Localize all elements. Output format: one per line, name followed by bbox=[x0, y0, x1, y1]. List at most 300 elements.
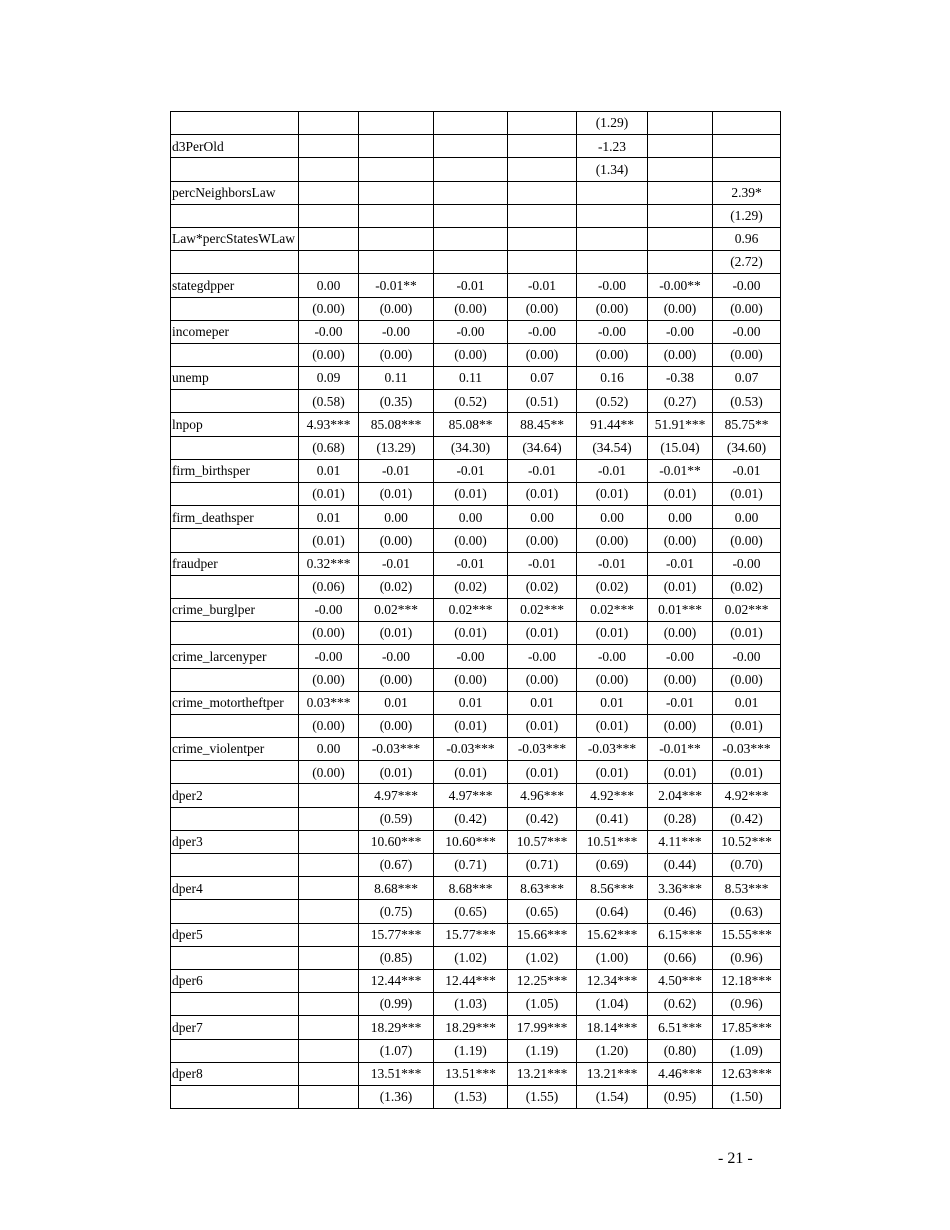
value-cell bbox=[299, 900, 359, 923]
value-cell: 4.97*** bbox=[434, 784, 508, 807]
value-cell: (0.01) bbox=[648, 575, 713, 598]
value-cell bbox=[508, 251, 577, 274]
value-cell: (0.01) bbox=[359, 622, 434, 645]
value-cell: (0.65) bbox=[508, 900, 577, 923]
value-cell: 0.00 bbox=[434, 506, 508, 529]
value-cell: (0.00) bbox=[359, 668, 434, 691]
value-cell: -0.01 bbox=[577, 552, 648, 575]
value-cell: -0.01 bbox=[434, 459, 508, 482]
value-cell: -0.01** bbox=[648, 738, 713, 761]
value-cell: (0.00) bbox=[434, 668, 508, 691]
row-label-cell: crime_larcenyper bbox=[171, 645, 299, 668]
value-cell: (0.01) bbox=[648, 761, 713, 784]
value-cell: -0.01 bbox=[434, 552, 508, 575]
row-label-cell bbox=[171, 993, 299, 1016]
value-cell: (0.01) bbox=[713, 714, 781, 737]
value-cell: (0.52) bbox=[577, 390, 648, 413]
row-label-cell: incomeper bbox=[171, 320, 299, 343]
value-cell: (0.01) bbox=[508, 714, 577, 737]
value-cell: (0.01) bbox=[434, 483, 508, 506]
value-cell: (1.04) bbox=[577, 993, 648, 1016]
value-cell: 51.91*** bbox=[648, 413, 713, 436]
value-cell: 8.63*** bbox=[508, 877, 577, 900]
value-cell: (0.01) bbox=[299, 483, 359, 506]
value-cell: 0.00 bbox=[299, 274, 359, 297]
value-cell: 10.60*** bbox=[359, 830, 434, 853]
row-label-cell: dper5 bbox=[171, 923, 299, 946]
value-cell: (34.60) bbox=[713, 436, 781, 459]
row-label-cell bbox=[171, 1039, 299, 1062]
value-cell bbox=[359, 181, 434, 204]
table-row bbox=[171, 343, 781, 366]
value-cell: (0.99) bbox=[359, 993, 434, 1016]
value-cell: (1.55) bbox=[508, 1085, 577, 1108]
row-label-cell bbox=[171, 436, 299, 459]
table-row bbox=[171, 158, 781, 181]
value-cell: 18.14*** bbox=[577, 1016, 648, 1039]
row-label-cell: lnpop bbox=[171, 413, 299, 436]
value-cell: (0.00) bbox=[508, 343, 577, 366]
value-cell bbox=[299, 877, 359, 900]
row-label-cell: fraudper bbox=[171, 552, 299, 575]
table-row bbox=[171, 529, 781, 552]
value-cell bbox=[299, 993, 359, 1016]
value-cell: -0.01 bbox=[508, 274, 577, 297]
value-cell bbox=[434, 158, 508, 181]
table-row bbox=[171, 854, 781, 877]
value-cell: 12.44*** bbox=[434, 969, 508, 992]
value-cell bbox=[299, 181, 359, 204]
value-cell: (0.00) bbox=[508, 529, 577, 552]
row-label-cell bbox=[171, 900, 299, 923]
value-cell bbox=[648, 227, 713, 250]
value-cell: (0.00) bbox=[299, 297, 359, 320]
value-cell bbox=[299, 784, 359, 807]
row-label-cell bbox=[171, 297, 299, 320]
value-cell: 13.51*** bbox=[359, 1062, 434, 1085]
table-row bbox=[171, 691, 781, 714]
value-cell bbox=[508, 227, 577, 250]
value-cell: 0.01 bbox=[359, 691, 434, 714]
value-cell: (0.01) bbox=[359, 483, 434, 506]
value-cell: (0.35) bbox=[359, 390, 434, 413]
row-label-cell: dper4 bbox=[171, 877, 299, 900]
row-label-cell: dper2 bbox=[171, 784, 299, 807]
value-cell: -0.03*** bbox=[434, 738, 508, 761]
value-cell: 15.66*** bbox=[508, 923, 577, 946]
table-row bbox=[171, 251, 781, 274]
value-cell: -0.00 bbox=[713, 645, 781, 668]
row-label-cell bbox=[171, 112, 299, 135]
value-cell: (0.00) bbox=[648, 529, 713, 552]
value-cell: 2.39* bbox=[713, 181, 781, 204]
value-cell: -0.01 bbox=[359, 459, 434, 482]
value-cell: (0.01) bbox=[434, 761, 508, 784]
row-label-cell bbox=[171, 390, 299, 413]
table-row bbox=[171, 320, 781, 343]
value-cell: 0.00 bbox=[359, 506, 434, 529]
value-cell bbox=[648, 204, 713, 227]
value-cell bbox=[299, 135, 359, 158]
value-cell bbox=[508, 158, 577, 181]
value-cell bbox=[577, 251, 648, 274]
value-cell: (1.03) bbox=[434, 993, 508, 1016]
table-row bbox=[171, 552, 781, 575]
value-cell: (0.00) bbox=[648, 668, 713, 691]
value-cell: 4.97*** bbox=[359, 784, 434, 807]
value-cell: -0.00 bbox=[359, 320, 434, 343]
value-cell bbox=[577, 204, 648, 227]
value-cell: (0.96) bbox=[713, 946, 781, 969]
value-cell: (34.54) bbox=[577, 436, 648, 459]
value-cell: (0.96) bbox=[713, 993, 781, 1016]
value-cell: (34.30) bbox=[434, 436, 508, 459]
value-cell: (0.00) bbox=[434, 297, 508, 320]
value-cell: 17.99*** bbox=[508, 1016, 577, 1039]
value-cell: (0.85) bbox=[359, 946, 434, 969]
table-row bbox=[171, 761, 781, 784]
value-cell: 4.92*** bbox=[577, 784, 648, 807]
row-label-cell bbox=[171, 343, 299, 366]
value-cell: 0.96 bbox=[713, 227, 781, 250]
value-cell: (0.01) bbox=[434, 622, 508, 645]
value-cell: 15.77*** bbox=[434, 923, 508, 946]
table-row bbox=[171, 135, 781, 158]
table-row bbox=[171, 413, 781, 436]
value-cell: 10.60*** bbox=[434, 830, 508, 853]
value-cell: 15.55*** bbox=[713, 923, 781, 946]
value-cell bbox=[713, 135, 781, 158]
value-cell bbox=[359, 112, 434, 135]
row-label-cell: dper6 bbox=[171, 969, 299, 992]
value-cell: -0.01 bbox=[577, 459, 648, 482]
row-label-cell: Law*percStatesWLaw bbox=[171, 227, 299, 250]
value-cell: -0.00 bbox=[434, 320, 508, 343]
value-cell: -0.01 bbox=[359, 552, 434, 575]
row-label-cell bbox=[171, 1085, 299, 1108]
value-cell: (1.50) bbox=[713, 1085, 781, 1108]
value-cell: (0.02) bbox=[508, 575, 577, 598]
value-cell: -0.03*** bbox=[508, 738, 577, 761]
value-cell: 0.00 bbox=[577, 506, 648, 529]
value-cell: 0.01 bbox=[299, 459, 359, 482]
value-cell bbox=[434, 181, 508, 204]
row-label-cell bbox=[171, 807, 299, 830]
value-cell: -0.03*** bbox=[577, 738, 648, 761]
table-row bbox=[171, 807, 781, 830]
table-row bbox=[171, 1039, 781, 1062]
value-cell: (0.71) bbox=[434, 854, 508, 877]
value-cell: 85.75** bbox=[713, 413, 781, 436]
value-cell: 0.11 bbox=[359, 367, 434, 390]
value-cell: 8.68*** bbox=[359, 877, 434, 900]
row-label-cell bbox=[171, 158, 299, 181]
value-cell: 6.15*** bbox=[648, 923, 713, 946]
value-cell: (15.04) bbox=[648, 436, 713, 459]
value-cell: 10.57*** bbox=[508, 830, 577, 853]
value-cell: (0.68) bbox=[299, 436, 359, 459]
value-cell bbox=[508, 112, 577, 135]
value-cell: 0.02*** bbox=[713, 598, 781, 621]
value-cell: 0.01 bbox=[434, 691, 508, 714]
value-cell: (0.00) bbox=[299, 714, 359, 737]
value-cell: -0.00 bbox=[359, 645, 434, 668]
value-cell: (1.02) bbox=[508, 946, 577, 969]
row-label-cell: crime_motortheftper bbox=[171, 691, 299, 714]
value-cell bbox=[577, 181, 648, 204]
value-cell: 4.11*** bbox=[648, 830, 713, 853]
value-cell: (0.01) bbox=[577, 483, 648, 506]
value-cell: (0.00) bbox=[713, 529, 781, 552]
value-cell: (0.67) bbox=[359, 854, 434, 877]
value-cell bbox=[299, 158, 359, 181]
value-cell: -0.00 bbox=[648, 320, 713, 343]
value-cell: (1.29) bbox=[577, 112, 648, 135]
table-row bbox=[171, 784, 781, 807]
value-cell: 4.46*** bbox=[648, 1062, 713, 1085]
row-label-cell bbox=[171, 854, 299, 877]
value-cell: 10.52*** bbox=[713, 830, 781, 853]
table-body bbox=[171, 112, 781, 1109]
row-label-cell bbox=[171, 575, 299, 598]
value-cell: 10.51*** bbox=[577, 830, 648, 853]
value-cell: (0.00) bbox=[359, 714, 434, 737]
value-cell: 12.34*** bbox=[577, 969, 648, 992]
value-cell bbox=[434, 251, 508, 274]
value-cell: (1.20) bbox=[577, 1039, 648, 1062]
value-cell: -0.00 bbox=[299, 598, 359, 621]
table-row bbox=[171, 181, 781, 204]
value-cell: (1.53) bbox=[434, 1085, 508, 1108]
value-cell: 13.21*** bbox=[577, 1062, 648, 1085]
value-cell: -0.01 bbox=[434, 274, 508, 297]
value-cell: 91.44** bbox=[577, 413, 648, 436]
value-cell: 85.08*** bbox=[359, 413, 434, 436]
value-cell: (0.00) bbox=[713, 297, 781, 320]
table-row bbox=[171, 274, 781, 297]
value-cell: (34.64) bbox=[508, 436, 577, 459]
value-cell: (0.65) bbox=[434, 900, 508, 923]
value-cell: (0.27) bbox=[648, 390, 713, 413]
value-cell: (0.00) bbox=[577, 529, 648, 552]
row-label-cell bbox=[171, 622, 299, 645]
value-cell: 0.00 bbox=[508, 506, 577, 529]
value-cell: -0.00 bbox=[508, 320, 577, 343]
value-cell: (0.42) bbox=[434, 807, 508, 830]
value-cell: (0.00) bbox=[508, 668, 577, 691]
value-cell bbox=[299, 1039, 359, 1062]
table-row bbox=[171, 436, 781, 459]
value-cell: (1.36) bbox=[359, 1085, 434, 1108]
value-cell: (0.00) bbox=[299, 343, 359, 366]
value-cell: -0.01 bbox=[508, 552, 577, 575]
value-cell: (0.64) bbox=[577, 900, 648, 923]
value-cell: (0.00) bbox=[648, 343, 713, 366]
value-cell: (1.19) bbox=[508, 1039, 577, 1062]
value-cell: 8.56*** bbox=[577, 877, 648, 900]
value-cell: (0.01) bbox=[713, 761, 781, 784]
value-cell: 0.07 bbox=[508, 367, 577, 390]
value-cell bbox=[299, 1085, 359, 1108]
value-cell: 0.01 bbox=[577, 691, 648, 714]
value-cell: (0.95) bbox=[648, 1085, 713, 1108]
value-cell: (0.00) bbox=[648, 297, 713, 320]
value-cell: (1.02) bbox=[434, 946, 508, 969]
value-cell: 18.29*** bbox=[434, 1016, 508, 1039]
value-cell: (0.00) bbox=[299, 668, 359, 691]
row-label-cell: crime_burglper bbox=[171, 598, 299, 621]
value-cell bbox=[359, 135, 434, 158]
value-cell bbox=[359, 158, 434, 181]
value-cell: -0.00 bbox=[508, 645, 577, 668]
value-cell: (0.52) bbox=[434, 390, 508, 413]
value-cell: (0.01) bbox=[508, 622, 577, 645]
value-cell: (2.72) bbox=[713, 251, 781, 274]
row-label-cell: firm_birthsper bbox=[171, 459, 299, 482]
row-label-cell: crime_violentper bbox=[171, 738, 299, 761]
value-cell: 0.02*** bbox=[359, 598, 434, 621]
row-label-cell: d3PerOld bbox=[171, 135, 299, 158]
table-row bbox=[171, 645, 781, 668]
value-cell: (13.29) bbox=[359, 436, 434, 459]
table-row bbox=[171, 1016, 781, 1039]
value-cell: -0.01 bbox=[648, 691, 713, 714]
value-cell: -0.00 bbox=[648, 645, 713, 668]
table-row bbox=[171, 1085, 781, 1108]
value-cell: 85.08** bbox=[434, 413, 508, 436]
row-label-cell: percNeighborsLaw bbox=[171, 181, 299, 204]
value-cell: -0.00 bbox=[713, 274, 781, 297]
value-cell: (0.70) bbox=[713, 854, 781, 877]
table-row bbox=[171, 830, 781, 853]
value-cell: (0.01) bbox=[508, 483, 577, 506]
value-cell: (0.01) bbox=[713, 483, 781, 506]
value-cell bbox=[713, 112, 781, 135]
value-cell bbox=[299, 830, 359, 853]
page-number: - 21 - bbox=[718, 1150, 753, 1167]
value-cell: 3.36*** bbox=[648, 877, 713, 900]
table-row bbox=[171, 204, 781, 227]
value-cell: -1.23 bbox=[577, 135, 648, 158]
row-label-cell: stategdpper bbox=[171, 274, 299, 297]
value-cell: -0.00 bbox=[577, 645, 648, 668]
value-cell: (1.29) bbox=[713, 204, 781, 227]
value-cell bbox=[299, 251, 359, 274]
row-label-cell: firm_deathsper bbox=[171, 506, 299, 529]
value-cell: -0.00 bbox=[577, 274, 648, 297]
value-cell bbox=[299, 946, 359, 969]
row-label-cell bbox=[171, 761, 299, 784]
value-cell: 0.09 bbox=[299, 367, 359, 390]
value-cell: -0.01 bbox=[713, 459, 781, 482]
value-cell: (0.00) bbox=[648, 714, 713, 737]
value-cell: 0.00 bbox=[713, 506, 781, 529]
value-cell: -0.38 bbox=[648, 367, 713, 390]
value-cell: 4.92*** bbox=[713, 784, 781, 807]
value-cell: (1.07) bbox=[359, 1039, 434, 1062]
value-cell bbox=[713, 158, 781, 181]
row-label-cell bbox=[171, 714, 299, 737]
value-cell: (0.00) bbox=[713, 343, 781, 366]
value-cell: (0.01) bbox=[508, 761, 577, 784]
value-cell: (1.00) bbox=[577, 946, 648, 969]
value-cell: -0.01 bbox=[648, 552, 713, 575]
value-cell bbox=[648, 181, 713, 204]
value-cell: 0.01*** bbox=[648, 598, 713, 621]
table-row bbox=[171, 506, 781, 529]
value-cell: (1.05) bbox=[508, 993, 577, 1016]
value-cell: (0.00) bbox=[577, 297, 648, 320]
value-cell: -0.03*** bbox=[713, 738, 781, 761]
value-cell: 8.53*** bbox=[713, 877, 781, 900]
value-cell: -0.01** bbox=[359, 274, 434, 297]
value-cell bbox=[434, 204, 508, 227]
row-label-cell bbox=[171, 946, 299, 969]
value-cell: (0.42) bbox=[713, 807, 781, 830]
value-cell: -0.03*** bbox=[359, 738, 434, 761]
value-cell: (0.00) bbox=[713, 668, 781, 691]
value-cell: (0.00) bbox=[359, 529, 434, 552]
value-cell: 0.01 bbox=[299, 506, 359, 529]
value-cell: (0.01) bbox=[577, 761, 648, 784]
value-cell: (1.34) bbox=[577, 158, 648, 181]
table-row bbox=[171, 993, 781, 1016]
value-cell: (0.00) bbox=[299, 622, 359, 645]
value-cell: (0.01) bbox=[577, 622, 648, 645]
table-row bbox=[171, 390, 781, 413]
table-row bbox=[171, 367, 781, 390]
value-cell: -0.00** bbox=[648, 274, 713, 297]
value-cell: -0.00 bbox=[713, 552, 781, 575]
value-cell: 13.51*** bbox=[434, 1062, 508, 1085]
value-cell: 0.16 bbox=[577, 367, 648, 390]
value-cell: -0.01** bbox=[648, 459, 713, 482]
row-label-cell bbox=[171, 483, 299, 506]
value-cell bbox=[359, 251, 434, 274]
value-cell bbox=[299, 204, 359, 227]
table-row bbox=[171, 923, 781, 946]
value-cell: -0.00 bbox=[299, 645, 359, 668]
table-row bbox=[171, 112, 781, 135]
value-cell bbox=[648, 158, 713, 181]
value-cell bbox=[434, 135, 508, 158]
value-cell: (0.00) bbox=[508, 297, 577, 320]
value-cell: -0.01 bbox=[508, 459, 577, 482]
value-cell bbox=[508, 204, 577, 227]
value-cell: (0.75) bbox=[359, 900, 434, 923]
table-row bbox=[171, 483, 781, 506]
value-cell: 15.77*** bbox=[359, 923, 434, 946]
value-cell: 4.96*** bbox=[508, 784, 577, 807]
value-cell: 12.63*** bbox=[713, 1062, 781, 1085]
value-cell bbox=[434, 112, 508, 135]
value-cell: (0.00) bbox=[434, 529, 508, 552]
value-cell: 0.02*** bbox=[434, 598, 508, 621]
value-cell: 2.04*** bbox=[648, 784, 713, 807]
value-cell: (0.00) bbox=[359, 297, 434, 320]
value-cell bbox=[299, 227, 359, 250]
value-cell: -0.00 bbox=[299, 320, 359, 343]
value-cell: 12.18*** bbox=[713, 969, 781, 992]
row-label-cell: dper7 bbox=[171, 1016, 299, 1039]
value-cell: 0.11 bbox=[434, 367, 508, 390]
value-cell: 0.01 bbox=[508, 691, 577, 714]
value-cell: (0.01) bbox=[713, 622, 781, 645]
value-cell: (0.58) bbox=[299, 390, 359, 413]
value-cell: (0.06) bbox=[299, 575, 359, 598]
value-cell: (0.51) bbox=[508, 390, 577, 413]
value-cell bbox=[359, 227, 434, 250]
